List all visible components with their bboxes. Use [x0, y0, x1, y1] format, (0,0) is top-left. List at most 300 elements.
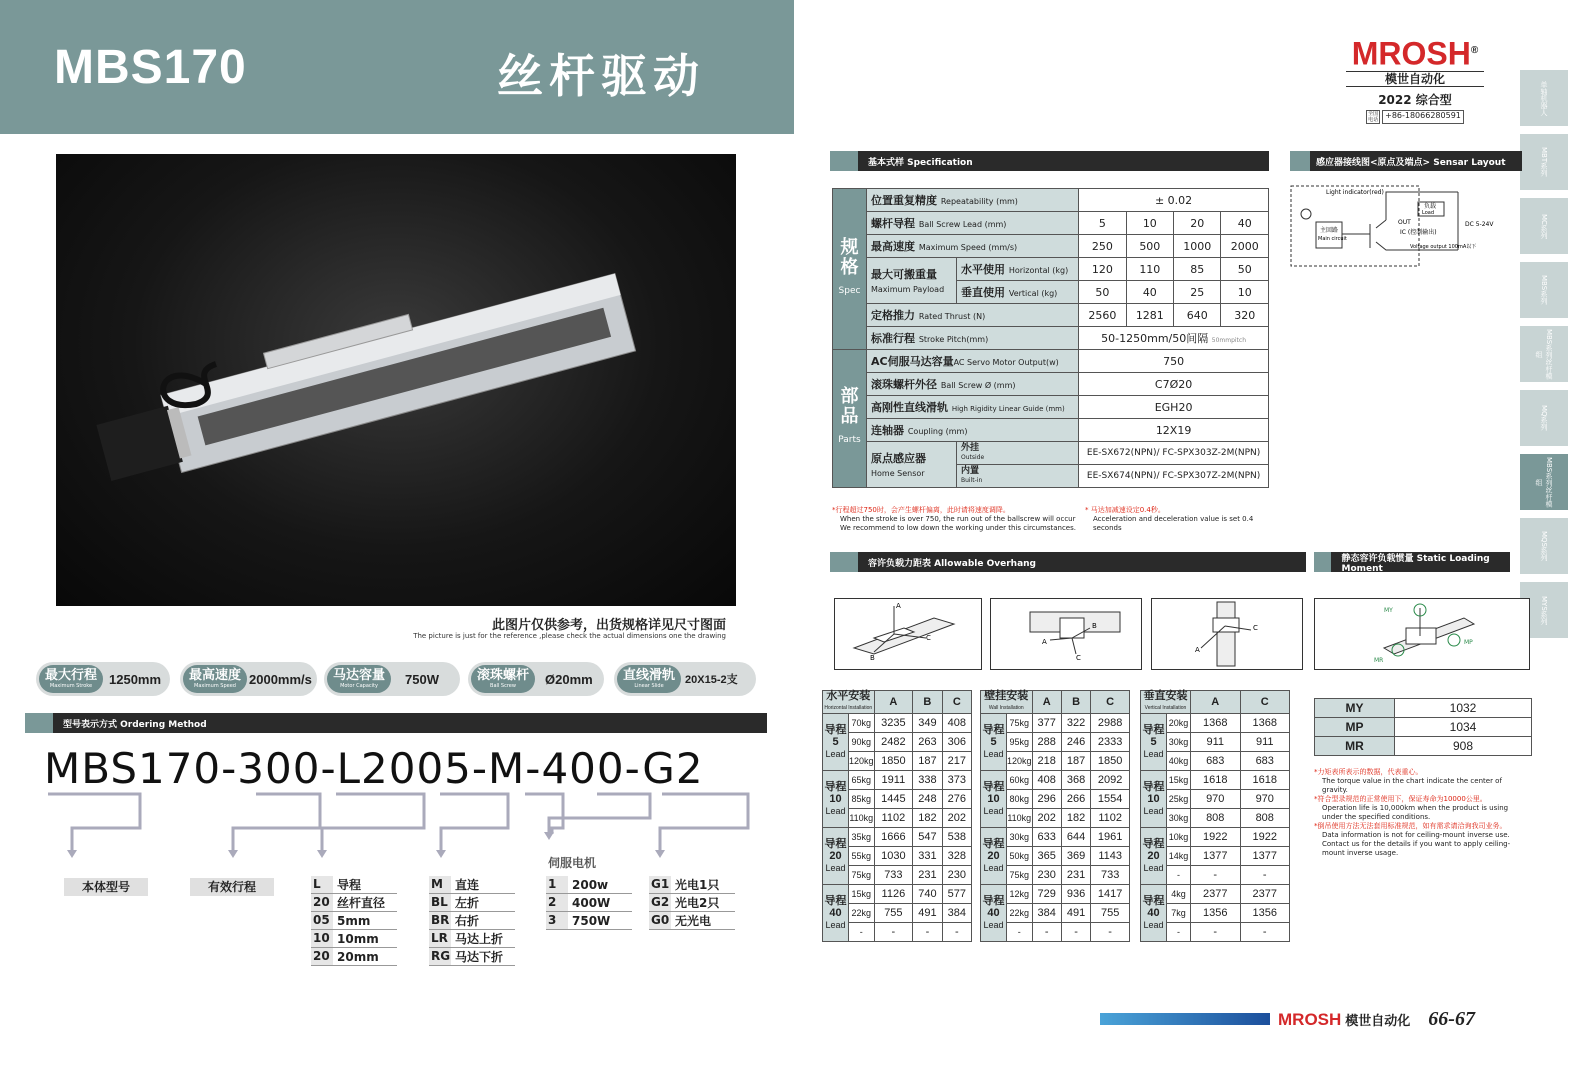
- table-cell: 733: [874, 866, 913, 885]
- spec-cell: 640: [1174, 304, 1221, 327]
- spec-pill-speed: [180, 662, 317, 696]
- spec-cell: 25: [1174, 281, 1221, 304]
- table-cell: 373: [942, 771, 971, 790]
- pill-tag: 最高速度 Maximum Speed: [183, 665, 247, 693]
- catalog-label: 2022 综合型: [1378, 92, 1452, 107]
- static-moment-table: [1314, 698, 1532, 756]
- table-row: [823, 828, 972, 847]
- lead-label: 螺杆导程 Ball Screw Lead (mm): [867, 212, 1079, 235]
- table-cell: 349: [913, 714, 942, 733]
- table-cell: 110kg: [1007, 809, 1033, 828]
- option-row: 3 750W: [546, 912, 632, 930]
- table-cell: -: [849, 923, 875, 942]
- table-cell: 377: [1032, 714, 1061, 733]
- static-notes: *力矩表所表示的数据，代表重心。 The torque value in the chart indicate the center of gravity. *符合型录规范的正常使用下，保证寿命为10000公里。 Operation life is 10,000km when the product is using under the specified conditions. *倒吊使用方法无法套用标准规范，如有需求请洽询我司业务。 Data information is not for ceiling-mount inverse use. Contact us for the details if you want to apply ceiling-mount inverse usage.: [1314, 768, 1511, 857]
- table-row: [1141, 771, 1290, 790]
- table-cell: 306: [942, 733, 971, 752]
- table-cell: 2092: [1091, 771, 1130, 790]
- payload-h-label: 水平使用 Horizontal (kg): [957, 258, 1079, 281]
- table-cell: 1356: [1240, 904, 1290, 923]
- spec-cell: 500: [1126, 235, 1173, 258]
- table-cell: 577: [942, 885, 971, 904]
- pill-value: 20X15-2支: [685, 674, 738, 686]
- table-cell: -: [1061, 923, 1090, 942]
- table-cell: -: [1167, 923, 1191, 942]
- table-cell: 30kg: [1007, 828, 1033, 847]
- spec-cell: EGH20: [1079, 396, 1269, 419]
- spec-cell: 40: [1221, 212, 1269, 235]
- table-cell: -: [1167, 866, 1191, 885]
- table-cell: 1666: [874, 828, 913, 847]
- table-cell: 50kg: [1007, 847, 1033, 866]
- svg-text:A: A: [896, 602, 901, 610]
- table-cell: 182: [913, 809, 942, 828]
- table-cell: 15kg: [1167, 771, 1191, 790]
- table-cell: 75kg: [1007, 714, 1033, 733]
- spec-cell: 12X19: [1079, 419, 1269, 442]
- linear-module-illustration: [56, 154, 736, 606]
- sensor-outside-label: 外挂 Outside: [957, 442, 1079, 465]
- table-cell: 911: [1191, 733, 1241, 752]
- footer-brand: MROSH 模世自动化 66-67: [1278, 1008, 1475, 1030]
- pill-tag: 直线滑轨 Linear Slide: [617, 665, 681, 693]
- table-cell: 936: [1061, 885, 1090, 904]
- table-row: [823, 714, 972, 733]
- svg-text:IC (控制输出): IC (控制输出): [1400, 229, 1437, 236]
- spec-cell: EE-SX672(NPN)/ FC-SPX303Z-2M(NPN): [1079, 442, 1269, 465]
- spec-cell: 20: [1174, 212, 1221, 235]
- table-cell: 733: [1091, 866, 1130, 885]
- svg-text:C: C: [1076, 654, 1081, 662]
- photo-caption-en: The picture is just for the reference ,please check the actual dimensions one the drawing: [413, 632, 726, 640]
- brand-logo: MROSH®: [1351, 35, 1479, 72]
- table-cell: 30kg: [1167, 809, 1191, 828]
- option-row: G0 无光电: [649, 912, 735, 930]
- model-title: MBS170: [54, 41, 247, 94]
- order-code-connectors: [0, 790, 794, 870]
- table-cell: 970: [1240, 790, 1290, 809]
- pill-tag: 滚珠螺杆 Ball Screw: [471, 665, 535, 693]
- table-cell: 2333: [1091, 733, 1130, 752]
- phone-line: 全国电话 +86-18066280591: [1340, 110, 1490, 124]
- side-tab[interactable]: MQ系列: [1520, 390, 1568, 446]
- table-cell: 60kg: [1007, 771, 1033, 790]
- table-cell: 15kg: [849, 885, 875, 904]
- sensor-wiring-diagram: [1290, 184, 1522, 274]
- spec-cell: EE-SX674(NPN)/ FC-SPX307Z-2M(NPN): [1079, 465, 1269, 488]
- table-cell: 338: [913, 771, 942, 790]
- svg-text:C: C: [926, 634, 931, 642]
- table-row: [823, 885, 972, 904]
- table-cell: 202: [1032, 809, 1061, 828]
- photo-caption: 此图片仅供参考，出货规格详见尺寸图面: [491, 618, 726, 633]
- repeat-label: 位置重复精度 Repeatability (mm): [867, 189, 1079, 212]
- option-row: 20 20mm: [311, 948, 397, 966]
- spec-pill-motor: [324, 662, 460, 696]
- table-cell: 75kg: [849, 866, 875, 885]
- table-cell: 1911: [874, 771, 913, 790]
- table-cell: 1922: [1240, 828, 1290, 847]
- horizontal-load-table: [822, 690, 972, 942]
- spec-cell: 2000: [1221, 235, 1269, 258]
- option-row: L 导程: [311, 876, 397, 894]
- table-cell: -: [1032, 923, 1061, 942]
- mount-options: [429, 876, 515, 966]
- table-cell: 369: [1061, 847, 1090, 866]
- table-cell: -: [913, 923, 942, 942]
- side-tab-active[interactable]: MBS系列丝杆模组: [1520, 454, 1568, 510]
- lead-cell: 导程40 Lead: [823, 885, 849, 942]
- moment-value: 908: [1395, 737, 1532, 756]
- table-cell: 217: [942, 752, 971, 771]
- table-cell: 547: [913, 828, 942, 847]
- table-cell: 218: [1032, 752, 1061, 771]
- table-cell: 1850: [1091, 752, 1130, 771]
- table-cell: 633: [1032, 828, 1061, 847]
- spec-cell: 250: [1079, 235, 1126, 258]
- table-cell: 328: [942, 847, 971, 866]
- table-cell: 2482: [874, 733, 913, 752]
- table-row: [823, 771, 972, 790]
- lead-cell: 导程20 Lead: [823, 828, 849, 885]
- table-cell: 120kg: [1007, 752, 1033, 771]
- table-row: [981, 714, 1130, 733]
- table-row: [1141, 714, 1290, 733]
- table-cell: 4kg: [1167, 885, 1191, 904]
- column-header: B: [1061, 691, 1090, 714]
- vertical-load-table: [1140, 690, 1290, 942]
- lead-cell: 导程10 Lead: [1141, 771, 1167, 828]
- spec-pill-slide: [614, 662, 756, 696]
- table-cell: 491: [913, 904, 942, 923]
- table-cell: 755: [874, 904, 913, 923]
- table-cell: 35kg: [849, 828, 875, 847]
- static-section-bar: 静态容许负载惯量 Static Loading Moment: [1314, 552, 1510, 572]
- table-title: 壁挂安装 Wall Installation: [981, 691, 1033, 714]
- spec-pill-stroke: [36, 662, 170, 696]
- table-cell: 75kg: [1007, 866, 1033, 885]
- spec-cell: 120: [1079, 258, 1126, 281]
- spec-cell: 10: [1221, 281, 1269, 304]
- spec-cell: 10: [1126, 212, 1173, 235]
- table-cell: 729: [1032, 885, 1061, 904]
- table-cell: 1377: [1240, 847, 1290, 866]
- table-cell: 90kg: [849, 733, 875, 752]
- table-cell: 331: [913, 847, 942, 866]
- table-cell: 740: [913, 885, 942, 904]
- side-tab[interactable]: 单轴机器人: [1520, 70, 1568, 126]
- linear-guide-label: 高刚性直线滑轨 High Rigidity Linear Guide (mm): [867, 396, 1079, 419]
- page-number: 66-67: [1428, 1008, 1475, 1030]
- spec-cell: 320: [1221, 304, 1269, 327]
- vertical-install-figure: [1151, 598, 1303, 670]
- table-cell: -: [1240, 866, 1290, 885]
- ordering-section-bar: 型号表示方式 Ordering Method: [25, 713, 767, 733]
- static-moment-figure: [1314, 598, 1530, 670]
- table-cell: -: [1240, 923, 1290, 942]
- table-cell: 1356: [1191, 904, 1241, 923]
- table-cell: 10kg: [1167, 828, 1191, 847]
- brand-block: [1340, 34, 1490, 124]
- svg-text:B: B: [870, 654, 875, 662]
- table-cell: 408: [942, 714, 971, 733]
- table-row: [1141, 828, 1290, 847]
- table-cell: 2377: [1240, 885, 1290, 904]
- table-cell: 1618: [1191, 771, 1241, 790]
- svg-text:A: A: [1042, 638, 1047, 646]
- sensor-options: [649, 876, 735, 930]
- option-row: BR 右折: [429, 912, 515, 930]
- table-cell: 755: [1091, 904, 1130, 923]
- motor-output-label: AC伺服马达容量AC Servo Motor Output(w): [867, 350, 1079, 373]
- table-cell: 808: [1191, 809, 1241, 828]
- table-cell: 231: [1061, 866, 1090, 885]
- option-row: RG 马达下折: [429, 948, 515, 966]
- thrust-label: 定格推力 Rated Thrust (N): [867, 304, 1079, 327]
- table-cell: -: [1191, 866, 1241, 885]
- svg-text:MY: MY: [1384, 607, 1393, 614]
- table-cell: 1618: [1240, 771, 1290, 790]
- speed-label: 最高速度 Maximum Speed (mm/s): [867, 235, 1079, 258]
- table-cell: 2988: [1091, 714, 1130, 733]
- lead-cell: 导程40 Lead: [1141, 885, 1167, 942]
- table-cell: 1368: [1191, 714, 1241, 733]
- spec-note-1: *行程超过750时，会产生螺杆偏离，此时请将速度调降。 When the stroke is over 750, the run out of the ballscrew will occur We recommend to low down the working under this circumstances.: [832, 506, 1076, 532]
- lead-cell: 导程5 Lead: [1141, 714, 1167, 771]
- table-title: 水平安装 Horizontal Installation: [823, 691, 875, 714]
- table-cell: -: [1007, 923, 1033, 942]
- sensor-builtin-label: 内置 Built-in: [957, 465, 1079, 488]
- table-cell: 1850: [874, 752, 913, 771]
- home-sensor-label: 原点感应器 Home Sensor: [867, 442, 957, 488]
- table-cell: -: [874, 923, 913, 942]
- column-header: C: [1240, 691, 1290, 714]
- table-cell: 22kg: [1007, 904, 1033, 923]
- table-cell: 182: [1061, 809, 1090, 828]
- table-cell: 25kg: [1167, 790, 1191, 809]
- table-cell: 296: [1032, 790, 1061, 809]
- option-row: 1 200w: [546, 876, 632, 894]
- table-cell: 1445: [874, 790, 913, 809]
- lead-cell: 导程20 Lead: [981, 828, 1007, 885]
- table-cell: 1961: [1091, 828, 1130, 847]
- table-cell: 1143: [1091, 847, 1130, 866]
- table-cell: 3235: [874, 714, 913, 733]
- spec-cell: 1281: [1126, 304, 1173, 327]
- table-cell: 1102: [874, 809, 913, 828]
- table-cell: 110kg: [849, 809, 875, 828]
- lead-cell: 导程10 Lead: [981, 771, 1007, 828]
- column-header: C: [1091, 691, 1130, 714]
- lead-cell: 导程40 Lead: [981, 885, 1007, 942]
- table-cell: 1102: [1091, 809, 1130, 828]
- side-tab[interactable]: MBT系列: [1520, 134, 1568, 190]
- horizontal-install-figure: [834, 598, 982, 670]
- table-cell: 683: [1191, 752, 1241, 771]
- table-cell: 263: [913, 733, 942, 752]
- side-tab[interactable]: MC系列: [1520, 198, 1568, 254]
- svg-text:C: C: [1253, 624, 1258, 632]
- table-cell: 683: [1240, 752, 1290, 771]
- table-cell: 1377: [1191, 847, 1241, 866]
- group-parts: 部品 Parts: [833, 350, 867, 488]
- moment-key: MR: [1315, 737, 1395, 756]
- table-cell: 248: [913, 790, 942, 809]
- table-cell: 538: [942, 828, 971, 847]
- body-model-label: 本体型号: [64, 878, 148, 896]
- lead-options: [311, 876, 397, 966]
- table-cell: 65kg: [849, 771, 875, 790]
- table-cell: 1368: [1240, 714, 1290, 733]
- servo-motor-label: 伺服电机: [548, 856, 597, 870]
- table-cell: -: [1191, 923, 1241, 942]
- side-tab[interactable]: MBS系列丝杆模组: [1520, 326, 1568, 382]
- footer-bar: [1100, 1013, 1270, 1025]
- table-cell: 246: [1061, 733, 1090, 752]
- coupling-label: 连轴器 Coupling (mm): [867, 419, 1079, 442]
- option-row: LR 马达上折: [429, 930, 515, 948]
- table-cell: 202: [942, 809, 971, 828]
- option-row: M 直连: [429, 876, 515, 894]
- payload-label: 最大可搬重量 Maximum Payload: [867, 258, 957, 304]
- spec-cell: 50: [1079, 281, 1126, 304]
- option-row: G2 光电2只: [649, 894, 735, 912]
- spec-cell: C7Ø20: [1079, 373, 1269, 396]
- table-cell: -: [1091, 923, 1130, 942]
- table-row: [981, 828, 1130, 847]
- spec-cell: 50: [1221, 258, 1269, 281]
- lead-cell: 导程10 Lead: [823, 771, 849, 828]
- spec-cell: 2560: [1079, 304, 1126, 327]
- pill-value: Ø20mm: [545, 671, 593, 687]
- table-cell: 95kg: [1007, 733, 1033, 752]
- spec-cell: 5: [1079, 212, 1126, 235]
- table-cell: 40kg: [1167, 752, 1191, 771]
- table-cell: 231: [913, 866, 942, 885]
- table-cell: 368: [1061, 771, 1090, 790]
- wall-install-figure: [990, 598, 1142, 670]
- repeat-value: ± 0.02: [1079, 189, 1269, 212]
- moment-key: MP: [1315, 718, 1395, 737]
- table-cell: 2377: [1191, 885, 1241, 904]
- table-cell: 266: [1061, 790, 1090, 809]
- table-row: [981, 771, 1130, 790]
- svg-text:DC 5-24V: DC 5-24V: [1465, 221, 1494, 228]
- spec-pill-screw: [468, 662, 604, 696]
- lead-cell: 导程5 Lead: [823, 714, 849, 771]
- svg-text:MR: MR: [1374, 657, 1384, 664]
- payload-v-label: 垂直使用 Vertical (kg): [957, 281, 1079, 304]
- spec-cell: 1000: [1174, 235, 1221, 258]
- table-cell: -: [942, 923, 971, 942]
- table-cell: 80kg: [1007, 790, 1033, 809]
- ballscrew-label: 滚珠螺杆外径 Ball Screw Ø (mm): [867, 373, 1079, 396]
- table-cell: 22kg: [849, 904, 875, 923]
- spec-cell: 40: [1126, 281, 1173, 304]
- svg-text:A: A: [1195, 646, 1200, 654]
- table-cell: 30kg: [1167, 733, 1191, 752]
- spec-note-2: * 马达加减速设定0.4秒。 Acceleration and deceleration value is set 0.4 seconds: [1085, 506, 1254, 532]
- table-row: [1141, 885, 1290, 904]
- pill-tag: 最大行程 Maximum Stroke: [39, 665, 103, 693]
- table-cell: 1417: [1091, 885, 1130, 904]
- table-cell: 120kg: [849, 752, 875, 771]
- svg-text:MP: MP: [1464, 639, 1473, 646]
- moment-key: MY: [1315, 699, 1395, 718]
- table-cell: 1922: [1191, 828, 1241, 847]
- column-header: A: [1032, 691, 1061, 714]
- table-cell: 12kg: [1007, 885, 1033, 904]
- product-photo: [56, 154, 736, 606]
- table-cell: 230: [942, 866, 971, 885]
- spec-cell: 85: [1174, 258, 1221, 281]
- option-row: 2 400W: [546, 894, 632, 912]
- table-cell: 384: [942, 904, 971, 923]
- table-cell: 911: [1240, 733, 1290, 752]
- pill-value: 1250mm: [109, 671, 162, 687]
- table-cell: 408: [1032, 771, 1061, 790]
- table-cell: 491: [1061, 904, 1090, 923]
- moment-value: 1034: [1395, 718, 1532, 737]
- pill-value: 750W: [405, 671, 439, 687]
- stroke-label: 有效行程: [190, 878, 274, 896]
- svg-text:Main circuit: Main circuit: [1318, 236, 1347, 242]
- table-row: [981, 885, 1130, 904]
- page-subtitle: 丝杆驱动: [497, 49, 705, 103]
- table-cell: 1030: [874, 847, 913, 866]
- stroke-pitch-value: 50-1250mm/50间隔 50mmpitch: [1079, 327, 1269, 350]
- lead-cell: 导程20 Lead: [1141, 828, 1167, 885]
- pill-tag: 马达容量 Motor Capacity: [327, 665, 391, 693]
- table-cell: 322: [1061, 714, 1090, 733]
- group-spec: 规格 Spec: [833, 189, 867, 350]
- pill-value: 2000mm/s: [249, 671, 312, 687]
- table-cell: 644: [1061, 828, 1090, 847]
- svg-text:OUT: OUT: [1398, 219, 1411, 226]
- side-tab[interactable]: MBS系列: [1520, 262, 1568, 318]
- svg-text:主回路: 主回路: [1320, 227, 1339, 234]
- table-cell: 230: [1032, 866, 1061, 885]
- option-row: 05 5mm: [311, 912, 397, 930]
- spec-cell: 750: [1079, 350, 1269, 373]
- lead-cell: 导程5 Lead: [981, 714, 1007, 771]
- svg-text:Light indicator(red): Light indicator(red): [1326, 189, 1384, 196]
- order-code: MBS170-300-L2005-M-400-G2: [44, 744, 704, 793]
- svg-text:负载: 负载: [1424, 203, 1437, 210]
- column-header: A: [874, 691, 913, 714]
- svg-text:Voltage output 100mA以下: Voltage output 100mA以下: [1410, 244, 1477, 250]
- table-cell: 70kg: [849, 714, 875, 733]
- table-cell: 85kg: [849, 790, 875, 809]
- svg-text:B: B: [1092, 622, 1097, 630]
- table-cell: 970: [1191, 790, 1241, 809]
- side-tab[interactable]: MQS系列: [1520, 518, 1568, 574]
- table-cell: 187: [913, 752, 942, 771]
- table-cell: 808: [1240, 809, 1290, 828]
- option-row: G1 光电1只: [649, 876, 735, 894]
- table-cell: 1554: [1091, 790, 1130, 809]
- wall-load-table: [980, 690, 1130, 942]
- option-row: 10 10mm: [311, 930, 397, 948]
- stroke-pitch-label: 标准行程 Stroke Pitch(mm): [867, 327, 1079, 350]
- brand-name: 模世自动化: [1346, 71, 1484, 87]
- option-row: 20 丝杆直径: [311, 894, 397, 912]
- overhang-section-bar: 容许负载力距表 Allowable Overhang: [830, 552, 1306, 572]
- table-cell: 384: [1032, 904, 1061, 923]
- side-tab[interactable]: MYS系列: [1520, 582, 1568, 638]
- moment-value: 1032: [1395, 699, 1532, 718]
- table-cell: 1126: [874, 885, 913, 904]
